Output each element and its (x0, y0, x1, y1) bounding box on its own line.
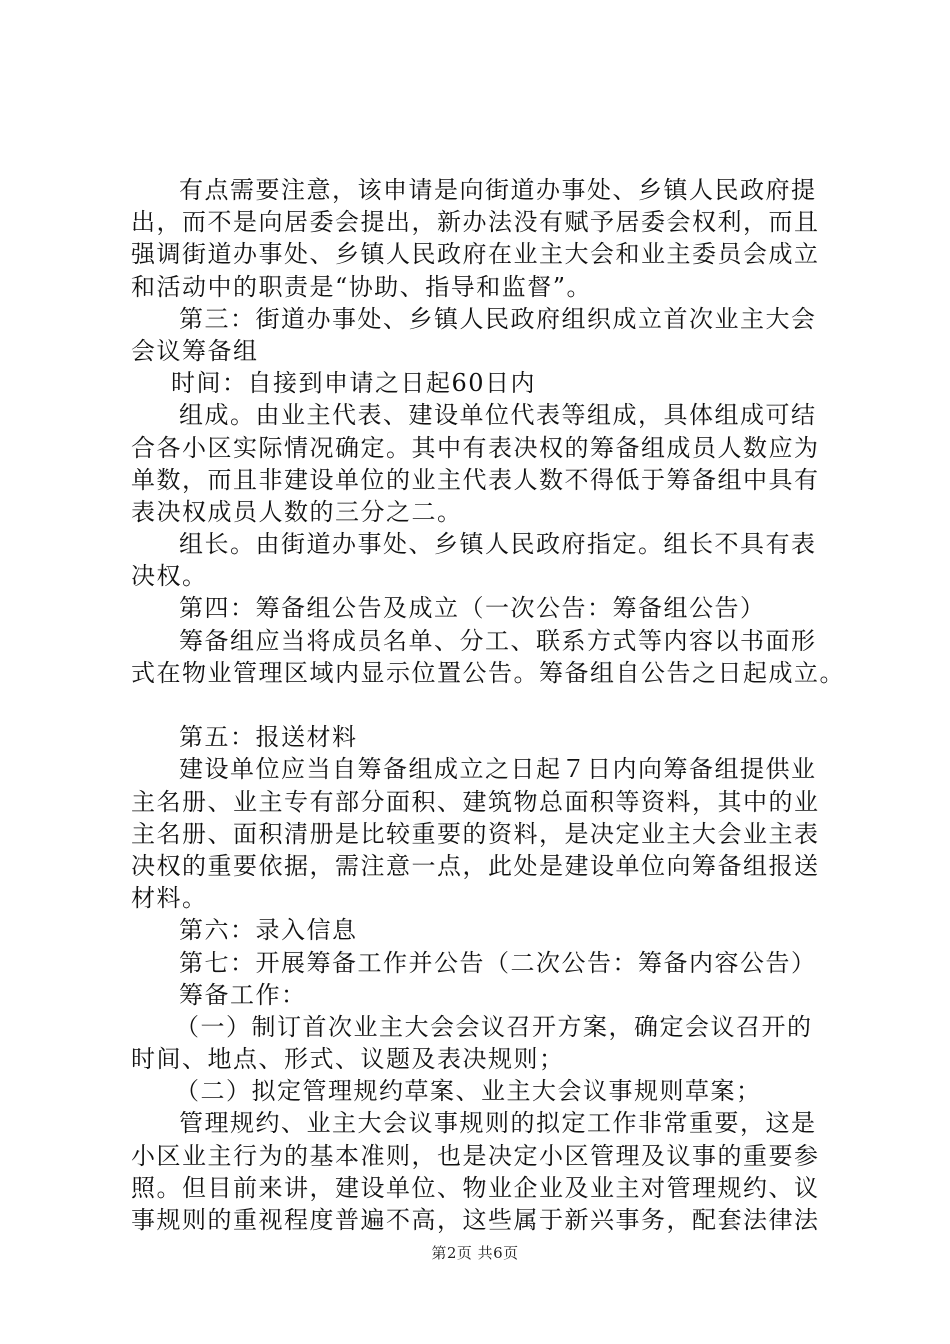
paragraph-line: 决权。 (131, 562, 208, 591)
paragraph-line: 表决权成员人数的三分之二。 (131, 497, 463, 526)
paragraph-line: 强调街道办事处、乡镇人民政府在业主大会和业主委员会成立 (131, 240, 820, 269)
paragraph-line: 时间：自接到申请之日起60日内 (171, 369, 537, 398)
section-heading: 第七：开展筹备工作并公告（二次公告：筹备内容公告） (179, 948, 817, 977)
paragraph-line: 筹备组应当将成员名单、分工、联系方式等内容以书面形 (179, 626, 817, 655)
section-heading: 第五：报送材料 (179, 723, 358, 752)
paragraph-line: 管理规约、业主大会议事规则的拟定工作非常重要，这是 (179, 1109, 817, 1138)
paragraph-line: 组成。由业主代表、建设单位代表等组成，具体组成可结 (179, 401, 817, 430)
list-item: 时间、地点、形式、议题及表决规则； (131, 1045, 565, 1074)
paragraph-line: 主名册、面积清册是比较重要的资料，是决定业主大会业主表 (131, 819, 820, 848)
list-item: （二）拟定管理规约草案、业主大会议事规则草案； (175, 1077, 762, 1106)
paragraph-line: 合各小区实际情况确定。其中有表决权的筹备组成员人数应为 (131, 433, 820, 462)
paragraph-line: 小区业主行为的基本准则，也是决定小区管理及议事的重要参 (131, 1141, 820, 1170)
paragraph-line: 事规则的重视程度普遍不高，这些属于新兴事务，配套法律法 (131, 1206, 820, 1234)
paragraph-line: 主名册、业主专有部分面积、建筑物总面积等资料，其中的业 (131, 787, 820, 816)
paragraph-line: 筹备工作： (179, 980, 307, 1009)
paragraph-line: 组长。由街道办事处、乡镇人民政府指定。组长不具有表 (179, 530, 817, 559)
section-heading: 第六：录入信息 (179, 916, 358, 945)
section-heading: 第三：街道办事处、乡镇人民政府组织成立首次业主大会 (179, 304, 817, 333)
page-footer: 第2页 共6页 (431, 1244, 519, 1262)
paragraph-line: 照。但目前来讲，建设单位、物业企业及业主对管理规约、议 (131, 1173, 820, 1202)
section-heading: 会议筹备组 (131, 336, 259, 365)
paragraph-line: 和活动中的职责是“协助、指导和监督”。 (131, 272, 593, 301)
paragraph-line: 材料。 (131, 884, 208, 913)
paragraph-line: 单数，而且非建设单位的业主代表人数不得低于筹备组中具有 (131, 465, 820, 494)
list-item: （一）制订首次业主大会会议召开方案，确定会议召开的 (175, 1012, 813, 1041)
paragraph-line: 建设单位应当自筹备组成立之日起７日内向筹备组提供业 (179, 755, 817, 784)
blank-line (131, 689, 831, 721)
paragraph-line: 出，而不是向居委会提出，新办法没有赋予居委会权利，而且 (131, 208, 820, 237)
section-heading: 第四：筹备组公告及成立（一次公告：筹备组公告） (179, 594, 766, 623)
paragraph-line: 决权的重要依据，需注意一点，此处是建设单位向筹备组报送 (131, 851, 820, 880)
paragraph-line: 式在物业管理区域内显示位置公告。筹备组自公告之日起成立。 (131, 658, 845, 687)
document-body (131, 174, 845, 1236)
paragraph-line: 有点需要注意，该申请是向街道办事处、乡镇人民政府提 (179, 176, 817, 204)
